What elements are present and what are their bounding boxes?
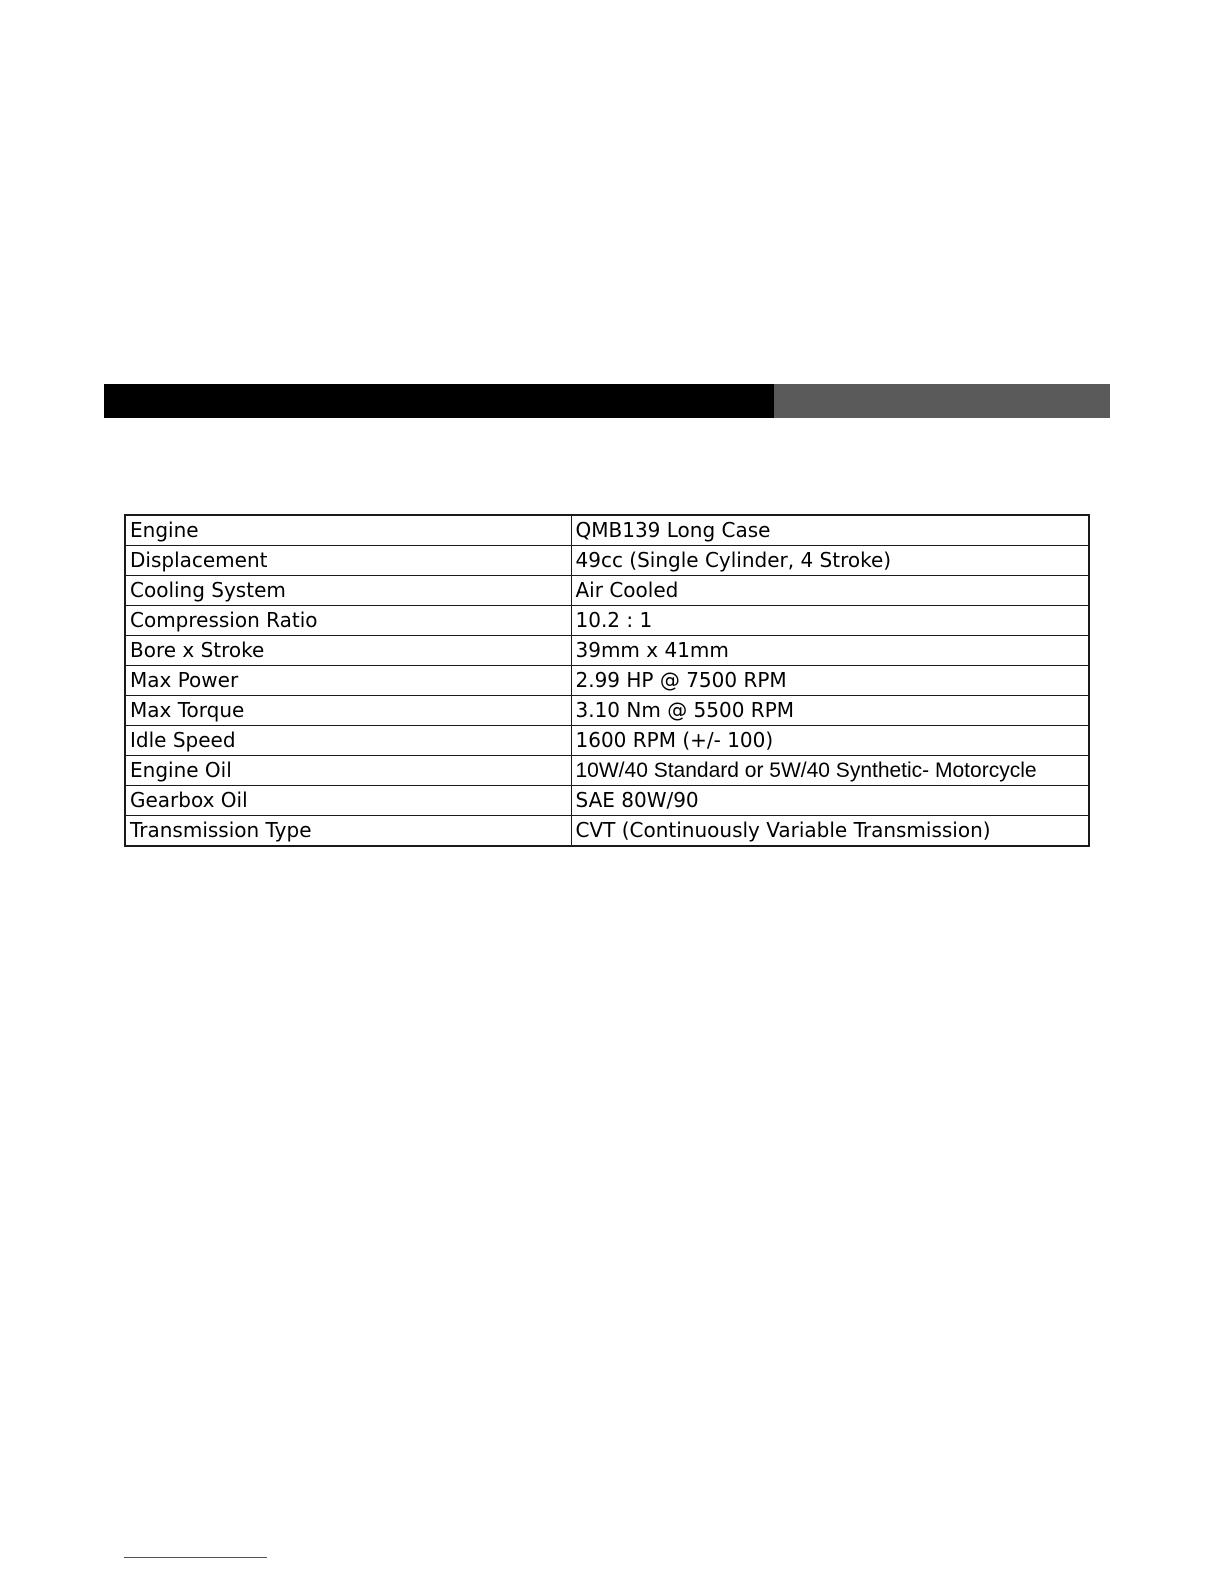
table-row: [125, 786, 1089, 816]
table-row: [125, 726, 1089, 756]
spec-label: Engine Oil: [125, 756, 571, 786]
spec-label: Max Torque: [125, 696, 571, 726]
spec-label: Idle Speed: [125, 726, 571, 756]
spec-value: 1600 RPM (+/- 100): [571, 726, 1089, 756]
header-bar-dark-segment: [104, 384, 774, 418]
table-row: [125, 515, 1089, 546]
footnote-separator: [124, 1557, 267, 1558]
section-header-bar: [104, 384, 1110, 418]
spec-value: 10.2 : 1: [571, 606, 1089, 636]
table-row: [125, 606, 1089, 636]
spec-value: Air Cooled: [571, 576, 1089, 606]
spec-label: Engine: [125, 515, 571, 546]
spec-label: Transmission Type: [125, 816, 571, 847]
spec-value: SAE 80W/90: [571, 786, 1089, 816]
spec-label: Compression Ratio: [125, 606, 571, 636]
table-row: [125, 576, 1089, 606]
spec-value: QMB139 Long Case: [571, 515, 1089, 546]
header-bar-gray-segment: [774, 384, 1110, 418]
table-row: [125, 696, 1089, 726]
table-row: [125, 666, 1089, 696]
spec-label: Displacement: [125, 546, 571, 576]
spec-label: Max Power: [125, 666, 571, 696]
spec-value: CVT (Continuously Variable Transmission): [571, 816, 1089, 847]
table-row: [125, 816, 1089, 847]
spec-value: 2.99 HP @ 7500 RPM: [571, 666, 1089, 696]
table-row: [125, 756, 1089, 786]
spec-label: Bore x Stroke: [125, 636, 571, 666]
spec-value: 39mm x 41mm: [571, 636, 1089, 666]
spec-value: 49cc (Single Cylinder, 4 Stroke): [571, 546, 1089, 576]
spec-value: 10W/40 Standard or 5W/40 Synthetic- Motorcycle: [571, 756, 1089, 786]
spec-label: Cooling System: [125, 576, 571, 606]
spec-value: 3.10 Nm @ 5500 RPM: [571, 696, 1089, 726]
spec-label: Gearbox Oil: [125, 786, 571, 816]
table-row: [125, 546, 1089, 576]
engine-spec-table: [124, 514, 1090, 847]
table-row: [125, 636, 1089, 666]
